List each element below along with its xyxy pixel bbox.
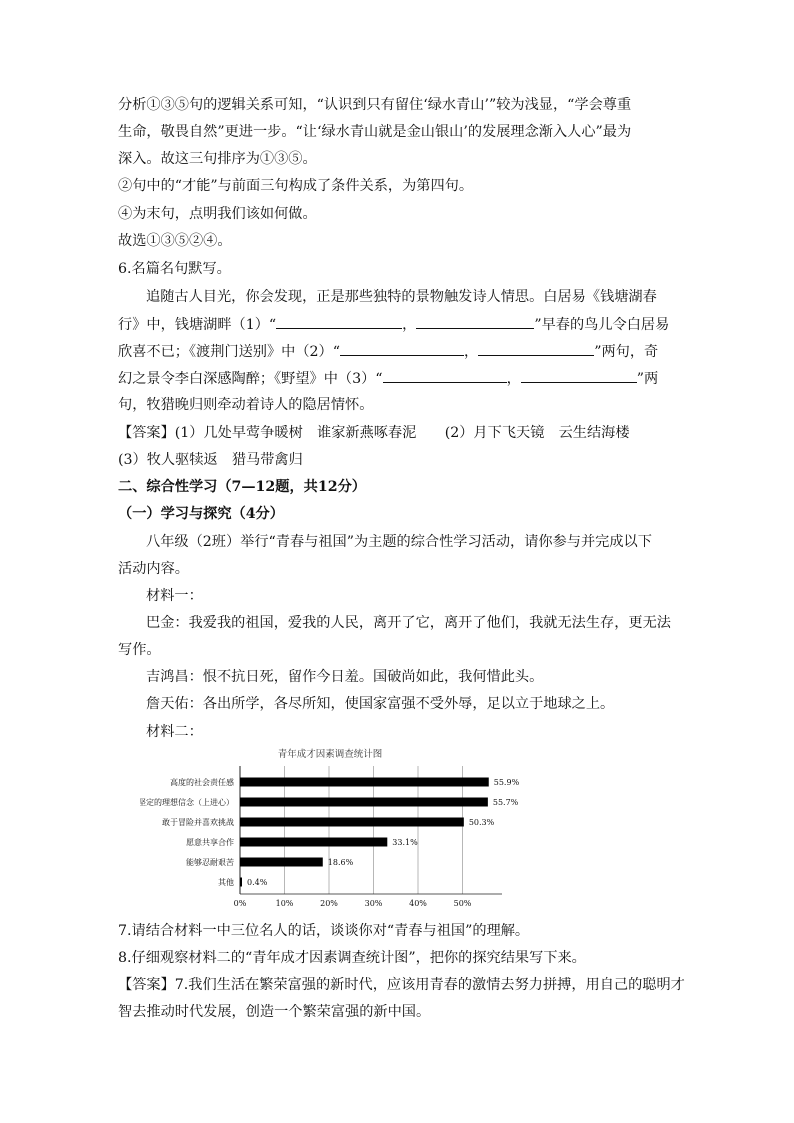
- survey-bar-chart: [140, 745, 520, 915]
- x-tick-label: 30%: [364, 899, 383, 908]
- category-label: 其他: [218, 878, 234, 887]
- comma: ，: [464, 344, 479, 360]
- material-1-label: 材料一：: [146, 588, 203, 604]
- question-8: 8.仔细观察材料二的“青年成才因素调查统计图”，把你的探究结果写下来。: [118, 950, 586, 966]
- material-2-label: 材料二：: [146, 724, 203, 740]
- data-label: 33.1%: [392, 838, 418, 847]
- section-2-heading: 二、综合性学习（7—12题，共12分）: [118, 479, 366, 495]
- x-tick-label: 0%: [233, 899, 247, 908]
- subsection-heading: （一）学习与探究（4分）: [118, 506, 284, 522]
- bar: [240, 818, 464, 827]
- x-tick-label: 20%: [320, 899, 338, 908]
- q6-line-4-prefix: 幻之景令李白深感陶醉；《野望》中（3）“: [118, 371, 383, 387]
- q6-line-4-suffix: ”两: [636, 371, 659, 387]
- comma: ，: [506, 371, 521, 387]
- data-label: 18.6%: [327, 858, 354, 867]
- q6-answer-line-1: 【答案】(1）几处早莺争暖树 谁家新燕啄春泥 (2）月下飞天镜 云生结海楼: [118, 425, 630, 441]
- q6-line-3-prefix: 欣喜不已；《渡荆门送别》中（2）“: [118, 344, 340, 360]
- q6-text-line-3: [118, 341, 658, 362]
- q6-text-line-5: 句，牧猎晚归则牵动着诗人的隐居情怀。: [118, 397, 374, 413]
- data-label: 55.9%: [493, 778, 520, 787]
- bar-chart-svg: [140, 745, 520, 915]
- data-label: 55.7%: [492, 798, 519, 807]
- chart-title: 青年成才因素调查统计图: [277, 749, 383, 760]
- comma: ，: [402, 317, 417, 333]
- q6-answer-line-2: (3）牧人驱犊返 猎马带禽归: [118, 452, 303, 468]
- q6-line-2-prefix: 行》中，钱塘湖畔（1）“: [118, 317, 277, 333]
- x-tick-label: 10%: [275, 899, 294, 908]
- q6-line-3-suffix: ”两句，奇: [594, 344, 659, 360]
- category-label: 愿意共享合作: [186, 838, 234, 847]
- quote-jihongchang: 吉鸿昌：恨不抗日死，留作今日羞。国破尚如此，我何惜此头。: [146, 669, 544, 685]
- data-label: 0.4%: [247, 878, 268, 887]
- q6-line-2-suffix: ”早春的鸟儿令白居易: [534, 317, 670, 333]
- x-tick-label: 50%: [453, 899, 472, 908]
- fill-blank-3b[interactable]: [521, 368, 637, 383]
- q6-text-line-4: [118, 368, 658, 389]
- bar: [240, 778, 489, 787]
- category-label: 能够忍耐艰苦: [186, 858, 234, 867]
- activity-intro-line-1: 八年级（2班）举行“青春与祖国”为主题的综合性学习活动，请你参与并完成以下: [146, 534, 652, 550]
- question-7: 7.请结合材料一中三位名人的话，谈谈你对“青春与祖国”的理解。: [118, 923, 530, 939]
- answer-line-2: 智去推动时代发展，创造一个繁荣富强的新中国。: [118, 1004, 431, 1020]
- x-tick-label: 40%: [409, 899, 427, 908]
- analysis-line-2: 生命，敬畏自然”更进一步。“让‘绿水青山就是金山银山’的发展理念渐入人心”最为: [118, 124, 632, 140]
- analysis-line-4: ②句中的“才能”与前面三句构成了条件关系，为第四句。: [118, 178, 474, 194]
- q6-text-line-2: [118, 314, 669, 335]
- analysis-line-5: ④为末句，点明我们该如何做。: [118, 206, 317, 222]
- q6-text-line-1: 追随古人目光，你会发现，正是那些独特的景物触发诗人情思。白居易《钱塘湖春: [146, 289, 657, 305]
- data-label: 50.3%: [468, 818, 495, 827]
- analysis-line-1: 分析①③⑤句的逻辑关系可知，“认识到只有留住‘绿水青山’”较为浅显，“学会尊重: [118, 97, 632, 113]
- fill-blank-1a[interactable]: [276, 314, 402, 329]
- fill-blank-2a[interactable]: [340, 341, 464, 356]
- quote-bajin-line-1: 巴金：我爱我的祖国，爱我的人民，离开了它，离开了他们，我就无法生存，更无法: [146, 615, 671, 631]
- category-label: 坚定的理想信念（上进心）: [140, 798, 234, 807]
- analysis-line-3: 深入。故这三句排序为①③⑤。: [118, 151, 317, 167]
- bar: [240, 878, 242, 887]
- answer-line-1: 【答案】7.我们生活在繁荣富强的新时代，应该用青春的激情去努力拼搏，用自己的聪明才: [118, 977, 685, 993]
- category-label: 高度的社会责任感: [170, 778, 234, 787]
- analysis-conclusion: 故选①③⑤②④。: [118, 233, 232, 249]
- fill-blank-3a[interactable]: [383, 368, 507, 383]
- bar: [240, 798, 488, 807]
- question-6-heading: 6.名篇名句默写。: [118, 261, 231, 277]
- quote-bajin-line-2: 写作。: [118, 642, 161, 658]
- bar: [240, 838, 387, 847]
- quote-zhantianyou: 詹天佑：各出所学，各尽所知，使国家富强不受外辱，足以立于地球之上。: [146, 696, 615, 712]
- category-label: 敢于冒险并喜欢挑战: [162, 818, 234, 827]
- fill-blank-2b[interactable]: [478, 341, 594, 356]
- activity-intro-line-2: 活动内容。: [118, 561, 189, 577]
- bar: [240, 858, 323, 867]
- fill-blank-1b[interactable]: [416, 314, 534, 329]
